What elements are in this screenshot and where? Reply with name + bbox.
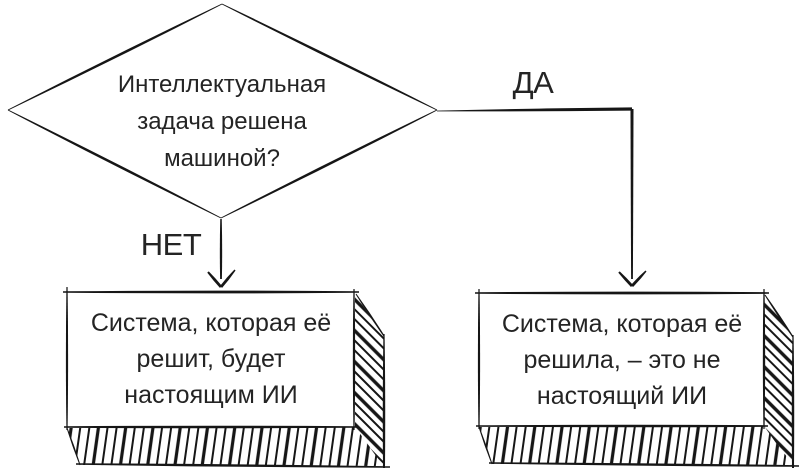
diamond-line-3: машиной?: [164, 145, 280, 172]
decision-diamond-label: [92, 66, 352, 177]
box-yes-label: [479, 292, 765, 427]
branch-label-yes: ДА: [512, 65, 554, 100]
diamond-line-2: задача решена: [137, 108, 307, 135]
box-no-line-3: настоящим ИИ: [124, 381, 298, 409]
box-no-line-1: Система, которая её: [90, 309, 332, 337]
box-yes-shadow-bottom: [479, 426, 793, 465]
box-yes-line-2: решила, – это не: [523, 345, 721, 374]
box-no-line-2: решит, будет: [136, 345, 286, 373]
branch-label-no: НЕТ: [140, 227, 202, 262]
box-no-label: [67, 290, 355, 428]
box-no-shadow-bottom: [67, 427, 384, 466]
box-yes-line-3: настоящий ИИ: [536, 381, 708, 410]
box-yes-line-1: Система, которая её: [501, 309, 743, 338]
diamond-line-1: Интеллектуальная: [117, 71, 327, 98]
